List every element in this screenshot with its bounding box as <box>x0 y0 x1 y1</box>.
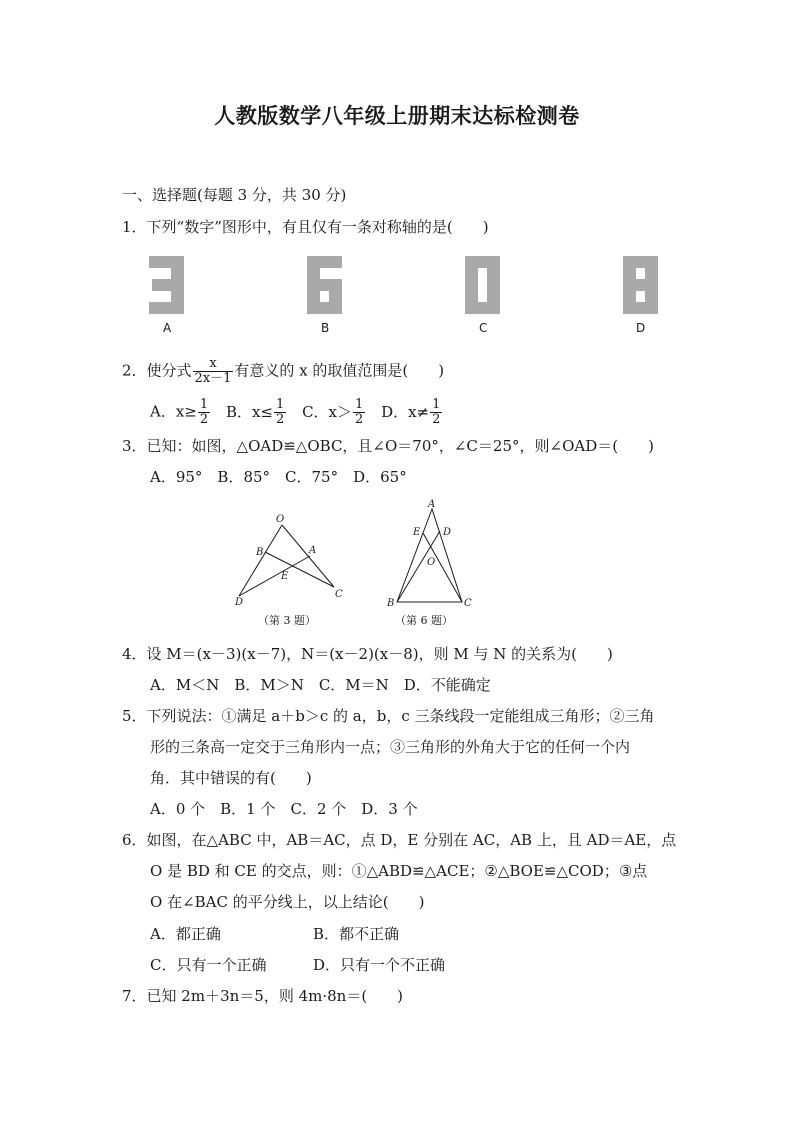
section-heading: 一、选择题(每题 3 分，共 30 分) <box>122 186 347 204</box>
question-1-stem: 1．下列“数字”图形中，有且仅有一条对称轴的是( ) <box>122 218 489 236</box>
digit-figures <box>140 252 680 342</box>
fig3-label-c: C <box>335 589 343 600</box>
geometry-figures <box>225 495 485 630</box>
question-5-options: A．0 个 B．1 个 C．2 个 D．3 个 <box>150 800 418 818</box>
question-6-option-d: D．只有一个不正确 <box>313 956 446 974</box>
fig6-label-b: B <box>387 598 395 609</box>
page-title: 人教版数学八年级上册期末达标检测卷 <box>214 104 580 128</box>
question-2-stem: 2．使分式 $\frac{x}{2x-1}$ 有意义的 x 的取值范围是( ) <box>122 356 445 386</box>
fig3-label-o: O <box>276 514 285 525</box>
question-5-line-2: 形的三条高一定交于三角形内一点；③三角形的外角大于它的任何一个内 <box>150 738 631 756</box>
fig6-label-c: C <box>464 598 472 609</box>
fig3-label-e: E <box>281 571 289 582</box>
question-6-line-2: O 是 BD 和 CE 的交点，则：①△ABD≌△ACE；②△BOE≌△COD；③点 <box>150 862 648 880</box>
question-6-option-b: B．都不正确 <box>313 925 400 943</box>
fig3-label-d: D <box>235 597 244 608</box>
question-3-options: A．95° B．85° C．75° D．65° <box>150 468 407 486</box>
digit-label-b: B <box>321 321 330 335</box>
question-5-line-3: 角．其中错误的有( ) <box>150 769 312 787</box>
question-2-options: A．x≥ $\frac{1}{2}$ B．x≤ $\frac{1}{2}$ C．x＞ $\frac{1}{2}$ D．x≠ $\frac{1}{2}$ <box>150 397 441 427</box>
figure-3-caption: （第 3 题） <box>258 614 316 627</box>
question-6-line-3: O 在∠BAC 的平分线上，以上结论( ) <box>150 893 425 911</box>
digit-label-d: D <box>636 321 646 335</box>
question-6-option-c: C．只有一个正确 <box>150 956 267 974</box>
digit-label-a: A <box>163 321 172 335</box>
fig6-label-o: O <box>427 557 436 568</box>
question-5-line-1: 5．下列说法：①满足 a＋b＞c 的 a，b，c 三条线段一定能组成三角形；②三角 <box>122 707 655 725</box>
question-6-option-a: A．都正确 <box>150 925 221 943</box>
digit-3-figure <box>149 256 184 314</box>
digit-label-c: C <box>479 321 488 335</box>
question-7-stem: 7．已知 2m＋3n＝5，则 4m·8n＝( ) <box>122 987 404 1005</box>
question-3-stem: 3．已知：如图，△OAD≌△OBC，且∠O＝70°，∠C＝25°，则∠OAD＝( ) <box>122 437 654 455</box>
digit-6-figure <box>307 256 342 314</box>
fig3-label-a: A <box>309 545 317 556</box>
fig6-label-d: D <box>443 527 452 538</box>
fig6-label-a: A <box>428 499 436 510</box>
fig3-label-b: B <box>256 547 264 558</box>
question-6-line-1: 6．如图，在△ABC 中，AB＝AC，点 D，E 分别在 AC，AB 上，且 AD＝AE，点 <box>122 831 677 849</box>
figure-6 <box>397 509 462 602</box>
figure-6-caption: （第 6 题） <box>395 614 453 627</box>
digit-0-figure <box>465 256 500 314</box>
fraction: $\frac{x}{2x-1}$ <box>194 356 232 386</box>
digit-8-figure <box>623 256 658 314</box>
fig6-label-e: E <box>413 527 421 538</box>
figure-3 <box>239 525 334 596</box>
question-4-options: A．M＜N B．M＞N C．M＝N D．不能确定 <box>150 676 491 694</box>
question-4-stem: 4．设 M＝(x－3)(x－7)，N＝(x－2)(x－8)，则 M 与 N 的关系为( ) <box>122 645 613 663</box>
